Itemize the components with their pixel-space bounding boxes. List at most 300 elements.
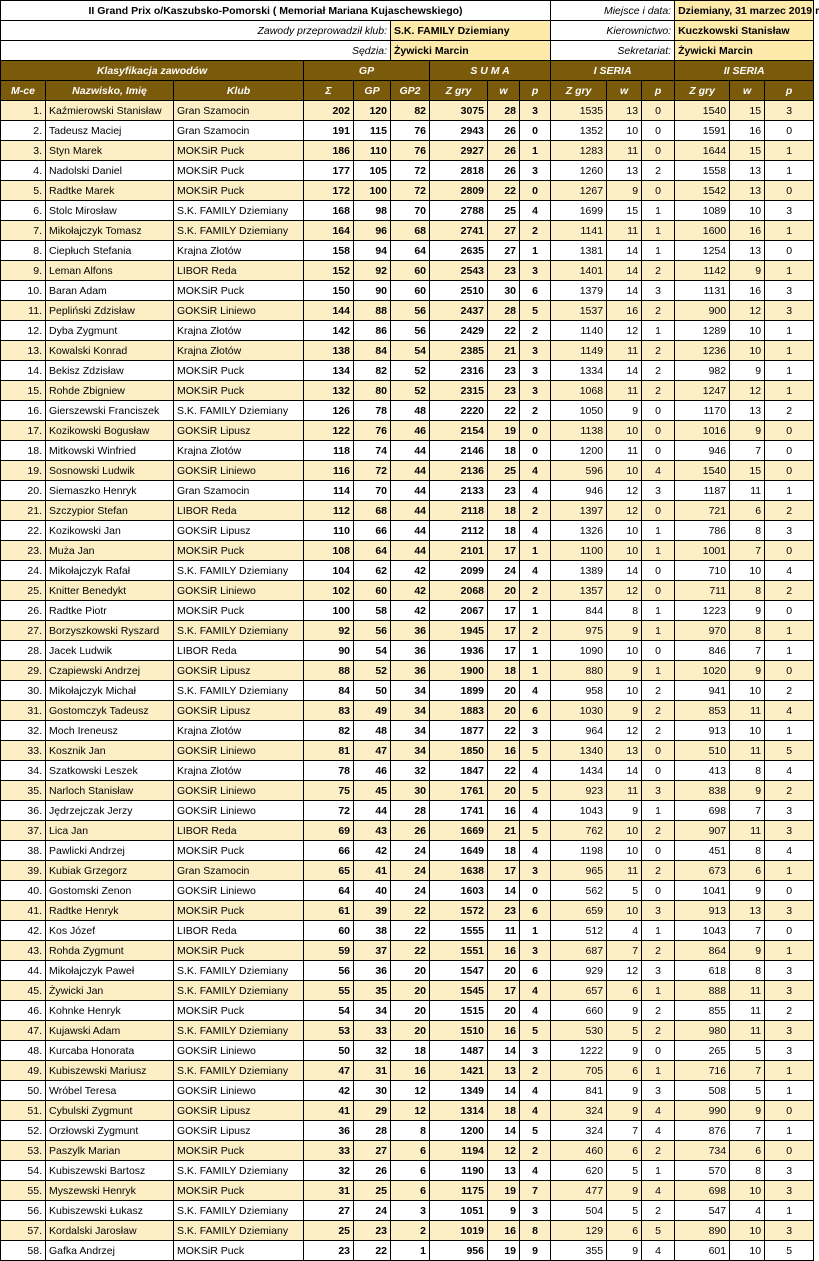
judge-label: Sędzia: xyxy=(1,41,391,61)
table-cell: 1 xyxy=(642,541,675,561)
table-cell: 6. xyxy=(1,201,46,221)
col-header: Klub xyxy=(174,81,304,101)
table-cell: 32 xyxy=(304,1161,354,1181)
table-cell: 2 xyxy=(642,381,675,401)
table-cell: 42 xyxy=(391,601,430,621)
table-cell: 42 xyxy=(391,561,430,581)
table-cell: MOKSiR Puck xyxy=(174,601,304,621)
table-cell: 9 xyxy=(730,781,765,801)
table-cell: MOKSiR Puck xyxy=(174,161,304,181)
table-cell: 9 xyxy=(730,601,765,621)
table-cell: Paszylk Marian xyxy=(46,1141,174,1161)
table-row xyxy=(1,101,814,121)
table-cell: 12 xyxy=(488,1141,520,1161)
table-cell: 94 xyxy=(354,241,391,261)
table-cell: 6 xyxy=(391,1141,430,1161)
table-cell: 570 xyxy=(675,1161,730,1181)
col-header: GP xyxy=(354,81,391,101)
table-cell: 4 xyxy=(520,1081,551,1101)
table-cell: 25. xyxy=(1,581,46,601)
seria1-group-header: I SERIA xyxy=(551,61,675,81)
table-cell: 1236 xyxy=(675,341,730,361)
table-cell: 1247 xyxy=(675,381,730,401)
classification-header: Klasyfikacja zawodów xyxy=(1,61,304,81)
table-cell: 1175 xyxy=(430,1181,488,1201)
table-cell: 36 xyxy=(391,661,430,681)
table-cell: 1200 xyxy=(430,1121,488,1141)
table-cell: 144 xyxy=(304,301,354,321)
table-cell: 186 xyxy=(304,141,354,161)
table-cell: 3 xyxy=(765,961,814,981)
table-row xyxy=(1,881,814,901)
table-cell: 31. xyxy=(1,701,46,721)
table-row xyxy=(1,921,814,941)
table-cell: 3 xyxy=(765,301,814,321)
table-cell: 14 xyxy=(607,361,642,381)
table-cell: 17 xyxy=(488,621,520,641)
col-header: Z gry xyxy=(430,81,488,101)
table-cell: GOKSiR Liniewo xyxy=(174,1041,304,1061)
table-cell: Kurcaba Honorata xyxy=(46,1041,174,1061)
table-cell: 1198 xyxy=(551,841,607,861)
table-row xyxy=(1,961,814,981)
table-cell: 35. xyxy=(1,781,46,801)
table-cell: 25 xyxy=(488,461,520,481)
table-cell: 28 xyxy=(391,801,430,821)
table-cell: 0 xyxy=(765,181,814,201)
table-cell: 711 xyxy=(675,581,730,601)
table-cell: 716 xyxy=(675,1061,730,1081)
table-cell: 32 xyxy=(354,1041,391,1061)
table-cell: 28 xyxy=(488,301,520,321)
table-cell: 44 xyxy=(391,541,430,561)
table-cell: 7 xyxy=(730,921,765,941)
table-cell: 9 xyxy=(730,941,765,961)
table-cell: 8 xyxy=(730,581,765,601)
table-cell: 1 xyxy=(520,921,551,941)
table-cell: Pepliński Zdzisław xyxy=(46,301,174,321)
table-cell: 36 xyxy=(391,641,430,661)
table-cell: 4 xyxy=(642,1181,675,1201)
table-cell: GOKSiR Lipusz xyxy=(174,661,304,681)
table-cell: 26 xyxy=(354,1161,391,1181)
table-row xyxy=(1,861,814,881)
table-cell: 4 xyxy=(642,461,675,481)
table-cell: 846 xyxy=(675,641,730,661)
table-cell: 941 xyxy=(675,681,730,701)
table-cell: 16 xyxy=(488,941,520,961)
table-cell: 2 xyxy=(520,321,551,341)
table-cell: 15 xyxy=(730,101,765,121)
table-cell: 958 xyxy=(551,681,607,701)
table-cell: 0 xyxy=(765,441,814,461)
table-row xyxy=(1,521,814,541)
table-cell: 11 xyxy=(607,141,642,161)
table-cell: 6 xyxy=(391,1161,430,1181)
table-cell: 10 xyxy=(730,201,765,221)
table-cell: 5 xyxy=(520,301,551,321)
table-cell: 74 xyxy=(354,441,391,461)
table-cell: 324 xyxy=(551,1121,607,1141)
table-cell: 1089 xyxy=(675,201,730,221)
table-cell: 54 xyxy=(391,341,430,361)
col-header: Z gry xyxy=(675,81,730,101)
table-cell: 9 xyxy=(607,801,642,821)
table-cell: 49 xyxy=(354,701,391,721)
table-cell: 1 xyxy=(765,481,814,501)
table-cell: GOKSiR Lipusz xyxy=(174,421,304,441)
table-cell: 2 xyxy=(765,501,814,521)
table-cell: 673 xyxy=(675,861,730,881)
table-cell: 1051 xyxy=(430,1201,488,1221)
table-cell: 191 xyxy=(304,121,354,141)
table-cell: 108 xyxy=(304,541,354,561)
table-cell: 23. xyxy=(1,541,46,561)
table-cell: 1050 xyxy=(551,401,607,421)
table-cell: 110 xyxy=(304,521,354,541)
table-cell: Bekisz Zdzisław xyxy=(46,361,174,381)
table-cell: 2 xyxy=(765,681,814,701)
table-cell: 23 xyxy=(488,481,520,501)
table-row xyxy=(1,581,814,601)
table-cell: Kohnke Henryk xyxy=(46,1001,174,1021)
table-cell: 36 xyxy=(354,961,391,981)
table-cell: 115 xyxy=(354,121,391,141)
table-row xyxy=(1,161,814,181)
table-cell: 11 xyxy=(730,701,765,721)
table-cell: 2136 xyxy=(430,461,488,481)
table-cell: 1945 xyxy=(430,621,488,641)
table-cell: 30 xyxy=(488,281,520,301)
table-cell: 1100 xyxy=(551,541,607,561)
table-cell: 14 xyxy=(488,1041,520,1061)
table-cell: 11 xyxy=(607,341,642,361)
table-row xyxy=(1,1241,814,1261)
table-cell: S.K. FAMILY Dziemiany xyxy=(174,1161,304,1181)
table-cell: 168 xyxy=(304,201,354,221)
table-cell: 64 xyxy=(354,541,391,561)
table-cell: 1016 xyxy=(675,421,730,441)
table-cell: 61 xyxy=(304,901,354,921)
table-cell: 1030 xyxy=(551,701,607,721)
table-cell: 0 xyxy=(765,241,814,261)
table-cell: 3075 xyxy=(430,101,488,121)
table-cell: 2154 xyxy=(430,421,488,441)
table-cell: 6 xyxy=(607,1061,642,1081)
table-cell: 10 xyxy=(607,421,642,441)
table-cell: 1334 xyxy=(551,361,607,381)
table-cell: 4 xyxy=(520,1161,551,1181)
table-cell: 946 xyxy=(551,481,607,501)
table-cell: Narloch Stanisław xyxy=(46,781,174,801)
table-row xyxy=(1,641,814,661)
table-cell: 1041 xyxy=(675,881,730,901)
table-cell: MOKSiR Puck xyxy=(174,901,304,921)
table-cell: 1421 xyxy=(430,1061,488,1081)
table-cell: 18 xyxy=(488,521,520,541)
table-row xyxy=(1,781,814,801)
table-cell: 1 xyxy=(642,661,675,681)
table-cell: 1 xyxy=(520,601,551,621)
table-cell: 34 xyxy=(391,741,430,761)
management-label: Kierownictwo: xyxy=(551,21,675,41)
table-cell: 36. xyxy=(1,801,46,821)
table-cell: Krajna Złotów xyxy=(174,241,304,261)
table-cell: 9 xyxy=(730,881,765,901)
table-cell: 1 xyxy=(391,1241,430,1261)
table-cell: LIBOR Reda xyxy=(174,501,304,521)
table-cell: 10 xyxy=(730,1241,765,1261)
table-cell: 202 xyxy=(304,101,354,121)
table-cell: 1138 xyxy=(551,421,607,441)
table-cell: 0 xyxy=(642,1041,675,1061)
table-cell: 734 xyxy=(675,1141,730,1161)
table-cell: 38 xyxy=(354,921,391,941)
table-row xyxy=(1,1221,814,1241)
table-cell: 13 xyxy=(730,181,765,201)
table-cell: Mikołajczyk Paweł xyxy=(46,961,174,981)
table-cell: 7 xyxy=(607,941,642,961)
table-cell: 16 xyxy=(488,1221,520,1241)
table-row xyxy=(1,941,814,961)
table-cell: 134 xyxy=(304,361,354,381)
table-cell: 1 xyxy=(642,921,675,941)
col-header: M-ce xyxy=(1,81,46,101)
table-cell: 1326 xyxy=(551,521,607,541)
table-cell: 76 xyxy=(354,421,391,441)
table-cell: 51. xyxy=(1,1101,46,1121)
table-cell: 39. xyxy=(1,861,46,881)
competition-title: II Grand Prix o/Kaszubsko-Pomorski ( Memoriał Mariana Kujaschewskiego) xyxy=(1,1,551,21)
table-row xyxy=(1,801,814,821)
table-cell: 1 xyxy=(520,641,551,661)
table-cell: Jacek Ludwik xyxy=(46,641,174,661)
table-cell: S.K. FAMILY Dziemiany xyxy=(174,201,304,221)
table-cell: 22. xyxy=(1,521,46,541)
table-cell: 1 xyxy=(765,221,814,241)
table-cell: 27 xyxy=(304,1201,354,1221)
table-cell: 1131 xyxy=(675,281,730,301)
table-cell: MOKSiR Puck xyxy=(174,1001,304,1021)
table-cell: 6 xyxy=(520,281,551,301)
table-cell: 55 xyxy=(304,981,354,1001)
table-cell: 88 xyxy=(304,661,354,681)
table-cell: 0 xyxy=(520,441,551,461)
table-cell: 4 xyxy=(765,761,814,781)
table-cell: 956 xyxy=(430,1241,488,1261)
table-cell: 12 xyxy=(730,301,765,321)
table-cell: 1545 xyxy=(430,981,488,1001)
table-cell: 42. xyxy=(1,921,46,941)
table-cell: 3 xyxy=(520,381,551,401)
table-cell: 3 xyxy=(642,281,675,301)
table-cell: 1 xyxy=(765,381,814,401)
table-cell: 31 xyxy=(304,1181,354,1201)
table-cell: 11 xyxy=(730,481,765,501)
table-cell: 8 xyxy=(391,1121,430,1141)
table-cell: S.K. FAMILY Dziemiany xyxy=(174,221,304,241)
table-cell: 0 xyxy=(642,441,675,461)
table-cell: 0 xyxy=(765,541,814,561)
table-cell: 1 xyxy=(642,521,675,541)
table-cell: 1 xyxy=(765,141,814,161)
table-cell: 43 xyxy=(354,821,391,841)
table-cell: 26 xyxy=(488,161,520,181)
table-row xyxy=(1,381,814,401)
table-cell: 24 xyxy=(354,1201,391,1221)
table-row xyxy=(1,201,814,221)
table-cell: 28 xyxy=(354,1121,391,1141)
table-cell: 1 xyxy=(642,1161,675,1181)
place-label: Miejsce i data: xyxy=(551,1,675,21)
table-row xyxy=(1,701,814,721)
table-row xyxy=(1,141,814,161)
table-cell: 970 xyxy=(675,621,730,641)
table-cell: 14 xyxy=(607,261,642,281)
table-cell: 44 xyxy=(391,481,430,501)
table-cell: 2 xyxy=(642,1201,675,1221)
table-cell: 34 xyxy=(391,721,430,741)
table-cell: 18. xyxy=(1,441,46,461)
table-cell: 78 xyxy=(354,401,391,421)
table-cell: 2 xyxy=(520,581,551,601)
table-cell: 913 xyxy=(675,901,730,921)
table-cell: 1515 xyxy=(430,1001,488,1021)
table-cell: 0 xyxy=(765,601,814,621)
table-cell: 8 xyxy=(730,621,765,641)
table-cell: 1572 xyxy=(430,901,488,921)
table-cell: 19. xyxy=(1,461,46,481)
table-cell: 1591 xyxy=(675,121,730,141)
table-cell: 30 xyxy=(354,1081,391,1101)
table-cell: 44 xyxy=(391,521,430,541)
table-cell: 1352 xyxy=(551,121,607,141)
table-cell: Kujawski Adam xyxy=(46,1021,174,1041)
table-cell: 1 xyxy=(642,981,675,1001)
table-cell: 15. xyxy=(1,381,46,401)
table-cell: 0 xyxy=(765,661,814,681)
table-cell: 2437 xyxy=(430,301,488,321)
table-row xyxy=(1,221,814,241)
table-cell: 0 xyxy=(642,101,675,121)
table-cell: 10. xyxy=(1,281,46,301)
table-cell: 23 xyxy=(488,261,520,281)
table-cell: 20 xyxy=(488,681,520,701)
table-cell: 158 xyxy=(304,241,354,261)
table-cell: 460 xyxy=(551,1141,607,1161)
table-cell: 43. xyxy=(1,941,46,961)
table-cell: 76 xyxy=(391,141,430,161)
table-cell: 705 xyxy=(551,1061,607,1081)
table-cell: 3 xyxy=(520,261,551,281)
table-cell: MOKSiR Puck xyxy=(174,1241,304,1261)
table-cell: GOKSiR Liniewo xyxy=(174,781,304,801)
table-cell: 21 xyxy=(488,341,520,361)
table-cell: 4 xyxy=(520,481,551,501)
table-cell: 14 xyxy=(607,561,642,581)
table-cell: 0 xyxy=(642,581,675,601)
table-cell: 838 xyxy=(675,781,730,801)
table-cell: MOKSiR Puck xyxy=(174,281,304,301)
table-cell: 138 xyxy=(304,341,354,361)
table-cell: Mikołajczyk Tomasz xyxy=(46,221,174,241)
table-cell: 18 xyxy=(488,841,520,861)
table-cell: 45 xyxy=(354,781,391,801)
table-cell: 1761 xyxy=(430,781,488,801)
table-cell: 1 xyxy=(765,641,814,661)
table-cell: 2 xyxy=(520,221,551,241)
table-cell: 11 xyxy=(607,381,642,401)
table-cell: 844 xyxy=(551,601,607,621)
table-cell: 1558 xyxy=(675,161,730,181)
table-cell: 20 xyxy=(488,701,520,721)
table-row xyxy=(1,761,814,781)
table-cell: 19 xyxy=(488,421,520,441)
table-cell: 8 xyxy=(730,1161,765,1181)
table-cell: 27 xyxy=(488,221,520,241)
table-cell: 9 xyxy=(607,1041,642,1061)
table-cell: 10 xyxy=(730,561,765,581)
table-cell: 53 xyxy=(304,1021,354,1041)
table-cell: 929 xyxy=(551,961,607,981)
table-cell: 20 xyxy=(488,781,520,801)
table-row xyxy=(1,541,814,561)
table-cell: 84 xyxy=(354,341,391,361)
table-cell: 132 xyxy=(304,381,354,401)
table-cell: 92 xyxy=(354,261,391,281)
table-cell: 1 xyxy=(642,801,675,821)
table-cell: 102 xyxy=(304,581,354,601)
table-cell: 16. xyxy=(1,401,46,421)
table-cell: 512 xyxy=(551,921,607,941)
table-cell: Mikołajczyk Rafał xyxy=(46,561,174,581)
table-cell: 2943 xyxy=(430,121,488,141)
table-row xyxy=(1,1141,814,1161)
table-cell: 22 xyxy=(354,1241,391,1261)
table-cell: 1349 xyxy=(430,1081,488,1101)
table-cell: 68 xyxy=(391,221,430,241)
table-cell: 65 xyxy=(304,861,354,881)
table-cell: 27. xyxy=(1,621,46,641)
table-cell: Lica Jan xyxy=(46,821,174,841)
table-cell: 9 xyxy=(607,701,642,721)
table-cell: 2101 xyxy=(430,541,488,561)
table-cell: 23 xyxy=(488,381,520,401)
table-cell: 13 xyxy=(488,1061,520,1081)
table-cell: 0 xyxy=(642,181,675,201)
table-cell: LIBOR Reda xyxy=(174,921,304,941)
table-cell: 52 xyxy=(354,661,391,681)
table-cell: 26 xyxy=(391,821,430,841)
table-cell: 2 xyxy=(642,341,675,361)
table-cell: 7 xyxy=(730,1061,765,1081)
table-cell: S.K. FAMILY Dziemiany xyxy=(174,401,304,421)
table-cell: 57. xyxy=(1,1221,46,1241)
table-cell: 2 xyxy=(520,1061,551,1081)
table-cell: 11 xyxy=(730,1021,765,1041)
table-cell: 56 xyxy=(354,621,391,641)
table-cell: 14 xyxy=(488,881,520,901)
table-cell: 4 xyxy=(520,981,551,1001)
table-cell: 3 xyxy=(520,861,551,881)
table-cell: 42 xyxy=(391,581,430,601)
table-cell: 9 xyxy=(730,361,765,381)
table-cell: Krajna Złotów xyxy=(174,721,304,741)
table-cell: 4. xyxy=(1,161,46,181)
table-cell: 8. xyxy=(1,241,46,261)
table-cell: 15 xyxy=(607,201,642,221)
table-cell: 7. xyxy=(1,221,46,241)
